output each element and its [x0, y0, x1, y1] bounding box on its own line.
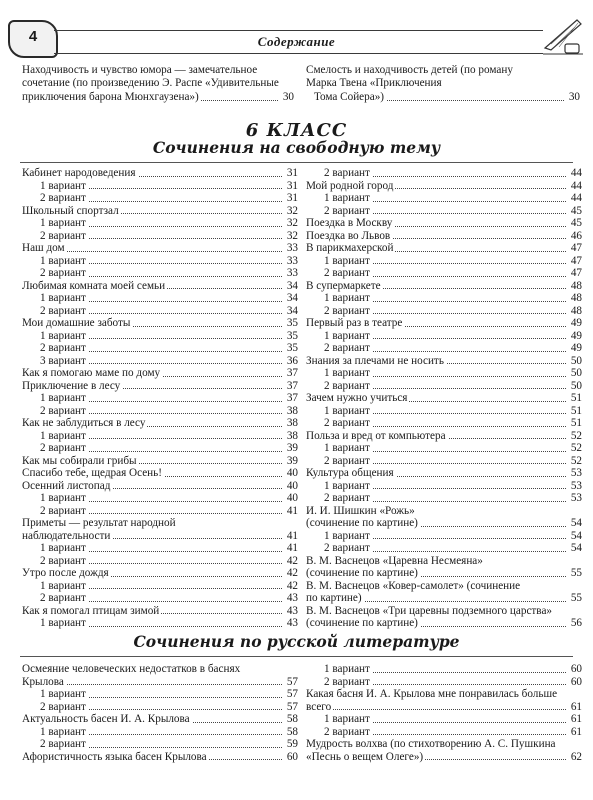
toc-entry-page: 49: [570, 317, 582, 329]
toc-entry[interactable]: [306, 605, 582, 618]
toc-entry-page: 37: [286, 379, 298, 392]
toc-entry-page: 47: [570, 254, 582, 267]
toc-entry-title: 2 вариант: [306, 305, 372, 317]
toc-variant-entry[interactable]: [306, 663, 582, 676]
toc-entry-title: 1 вариант: [22, 688, 88, 700]
toc-entry-page: 42: [286, 579, 298, 592]
toc-entry-title: 2 вариант: [22, 405, 88, 417]
toc-entry-page: 47: [570, 242, 582, 254]
toc-entry-page: 60: [570, 675, 582, 688]
toc-entry[interactable]: [22, 480, 298, 493]
toc-entry[interactable]: [306, 688, 582, 701]
toc-variant-entry[interactable]: [22, 230, 298, 243]
toc-entry-title: 1 вариант: [22, 217, 88, 229]
toc-entry-page: 50: [570, 367, 582, 379]
toc-entry-title: Любимая комната моей семьи: [22, 279, 166, 292]
toc-entry[interactable]: [22, 367, 298, 380]
intro-right-entry: [306, 64, 580, 104]
intro-right-line: Смелость и находчивость детей (по роману: [306, 64, 513, 76]
toc-entry-page: 39: [286, 454, 298, 467]
toc-entry[interactable]: [22, 455, 298, 468]
toc-entry-title: 1 вариант: [306, 480, 372, 492]
toc-entry-title: наблюдательности: [22, 529, 111, 542]
toc-variant-entry[interactable]: [306, 480, 582, 493]
toc-entry-page: 33: [286, 254, 298, 267]
toc-entry-title: В. М. Васнецов «Ковер-самолет» (сочинение: [306, 579, 521, 592]
toc-entry-title: Утро после дождя: [22, 567, 109, 579]
intro-left-line: Находчивость и чувство юмора — замечательное: [22, 64, 258, 76]
toc-entry-page: 30: [568, 90, 580, 103]
toc-entry-title: 2 вариант: [22, 592, 88, 604]
toc-entry-title: Зачем нужно учиться: [306, 392, 408, 404]
toc-entry-page: 48: [570, 292, 582, 304]
toc-variant-entry[interactable]: [22, 430, 298, 443]
toc-variant-entry[interactable]: [306, 417, 582, 430]
toc-entry-title: В. М. Васнецов «Три царевны подземного царства»: [306, 604, 553, 617]
toc-entry-title: 1 вариант: [22, 330, 88, 342]
toc-variant-entry[interactable]: [306, 205, 582, 218]
toc-entry-page: 53: [570, 492, 582, 504]
toc-entry-page: 56: [570, 617, 582, 629]
toc-entry-page: 41: [286, 542, 298, 554]
toc-entry-page: 44: [570, 179, 582, 192]
toc-entry-title: Афористичность языка басен Крылова: [22, 750, 207, 763]
toc-entry[interactable]: [22, 317, 298, 330]
toc-entry-page: 59: [286, 738, 298, 750]
toc-entry-page: 40: [286, 467, 298, 479]
toc-entry[interactable]: [22, 417, 298, 430]
toc-entry-page: 50: [570, 379, 582, 392]
toc-entry-page: 41: [286, 504, 298, 517]
toc-entry-page: 30: [282, 90, 294, 103]
toc-entry-page: 33: [286, 242, 298, 254]
toc-entry[interactable]: [306, 517, 582, 530]
page-header: [0, 0, 593, 62]
toc-entry-title: Крылова: [22, 675, 64, 688]
toc-entry[interactable]: [306, 701, 582, 714]
toc-entry-title: 2 вариант: [306, 342, 372, 354]
toc-entry-page: 32: [286, 217, 298, 229]
toc-variant-entry[interactable]: [22, 726, 298, 739]
toc-variant-entry[interactable]: [22, 180, 298, 193]
toc-variant-entry[interactable]: [22, 255, 298, 268]
toc-entry-title: 2 вариант: [306, 417, 372, 429]
toc-entry[interactable]: [22, 280, 298, 293]
toc-entry[interactable]: [306, 317, 582, 330]
toc-entry[interactable]: [22, 205, 298, 218]
toc-entry-title: 2 вариант: [22, 305, 88, 317]
toc-variant-entry[interactable]: [306, 255, 582, 268]
toc-variant-entry[interactable]: [306, 405, 582, 418]
toc-entry-page: 61: [570, 700, 582, 713]
toc-entry-page: 34: [286, 304, 298, 317]
toc-entry-page: 54: [570, 542, 582, 554]
toc-entry-title: Как я помогал птицам зимой: [22, 604, 160, 617]
toc-entry-title: 1 вариант: [22, 180, 88, 192]
toc-entry-title: 2 вариант: [22, 442, 88, 454]
toc-entry-page: 37: [286, 367, 298, 379]
toc-entry-title: 1 вариант: [22, 430, 88, 442]
page-number: 4: [28, 28, 38, 45]
toc-entry[interactable]: [306, 355, 582, 368]
toc-entry-title: 2 вариант: [22, 701, 88, 713]
toc-entry-title: 2 вариант: [22, 267, 88, 279]
toc-entry-title: (сочинение по картине): [306, 617, 418, 629]
toc-entry[interactable]: [22, 676, 298, 689]
toc-entry[interactable]: [306, 91, 580, 104]
toc-entry-page: 61: [570, 725, 582, 738]
toc-entry[interactable]: [306, 567, 582, 580]
toc-entry-title: Наш дом: [22, 242, 65, 254]
toc-variant-entry[interactable]: [306, 292, 582, 305]
toc-entry-title: 2 вариант: [306, 726, 372, 738]
toc-variant-entry[interactable]: [22, 305, 298, 318]
toc-entry-page: 51: [570, 392, 582, 404]
toc-entry-title: (сочинение по картине): [306, 517, 418, 529]
toc-entry-title: Мой родной город: [306, 179, 394, 192]
toc-entry-page: 52: [570, 429, 582, 442]
toc-variant-entry[interactable]: [22, 492, 298, 505]
toc-entry-title: Культура общения: [306, 467, 394, 479]
toc-entry-page: 33: [286, 267, 298, 279]
toc-entry-title: Приметы — результат народной: [22, 517, 176, 529]
toc-variant-entry[interactable]: [306, 380, 582, 393]
toc-variant-entry[interactable]: [22, 617, 298, 630]
toc-entry-title: 2 вариант: [22, 738, 88, 750]
toc-entry-page: 57: [286, 688, 298, 700]
toc-variant-entry[interactable]: [306, 192, 582, 205]
toc-column-left: [22, 663, 298, 763]
toc-entry[interactable]: [306, 592, 582, 605]
toc-variant-entry[interactable]: [22, 542, 298, 555]
toc-entry-page: 58: [286, 725, 298, 738]
toc-variant-entry[interactable]: [22, 592, 298, 605]
toc-entry[interactable]: [22, 517, 298, 530]
toc-variant-entry[interactable]: [306, 455, 582, 468]
intro-left-line: сочетание (по произведению Э. Распе «Удивительные: [22, 77, 279, 90]
toc-entry-title: 1 вариант: [22, 726, 88, 738]
toc-entry[interactable]: [306, 392, 582, 405]
toc-entry[interactable]: [306, 217, 582, 230]
toc-entry[interactable]: [306, 180, 582, 193]
toc-entry-title: 1 вариант: [22, 492, 88, 504]
toc-variant-entry[interactable]: [22, 355, 298, 368]
toc-entry-page: 48: [570, 279, 582, 292]
toc-entry-title: Первый раз в театре: [306, 317, 403, 329]
toc-entry-page: 62: [570, 750, 582, 763]
toc-variant-entry[interactable]: [306, 167, 582, 180]
toc-entry-title: 2 вариант: [22, 555, 88, 567]
toc-entry[interactable]: [306, 617, 582, 630]
toc-entry-title: В парикмахерской: [306, 242, 394, 254]
toc-entry-title: Приключение в лесу: [22, 379, 121, 392]
toc-entry-page: 38: [286, 417, 298, 429]
toc-entry[interactable]: [306, 280, 582, 293]
toc-variant-entry[interactable]: [22, 217, 298, 230]
toc-entry-page: 44: [570, 192, 582, 204]
toc-entry[interactable]: [306, 738, 582, 751]
toc-entry-page: 54: [570, 517, 582, 529]
toc-entry-page: 35: [286, 317, 298, 329]
toc-entry-title: 1 вариант: [22, 542, 88, 554]
toc-entry-page: 52: [570, 442, 582, 454]
toc-entry-page: 44: [570, 167, 582, 179]
toc-entry-title: 2 вариант: [306, 267, 372, 279]
toc-variant-entry[interactable]: [306, 713, 582, 726]
toc-entry-title: Как мы собирали грибы: [22, 454, 137, 467]
toc-entry[interactable]: [22, 167, 298, 180]
toc-variant-entry[interactable]: [22, 405, 298, 418]
quill-inkwell-icon: [541, 14, 585, 56]
toc-entry-title: 1 вариант: [306, 292, 372, 304]
grade-heading: 6 КЛАСС: [245, 120, 348, 141]
toc-entry-page: 31: [286, 179, 298, 192]
toc-entry-page: 43: [286, 604, 298, 617]
toc-entry-page: 49: [570, 329, 582, 342]
toc-entry[interactable]: [306, 580, 582, 593]
toc-entry-title: 2 вариант: [306, 205, 372, 217]
toc-variant-entry[interactable]: [22, 442, 298, 455]
toc-entry[interactable]: [306, 555, 582, 568]
toc-entry-title: Поездка в Москву: [306, 217, 393, 229]
toc-entry-title: Как не заблудиться в лесу: [22, 417, 146, 429]
toc-entry-title: 1 вариант: [22, 617, 88, 629]
toc-entry-title: Мои домашние заботы: [22, 317, 131, 329]
toc-entry-page: 55: [570, 592, 582, 604]
toc-entry-page: 34: [286, 292, 298, 304]
toc-entry-title: Какая басня И. А. Крылова мне понравилась больше: [306, 688, 558, 700]
toc-entry[interactable]: [306, 505, 582, 518]
toc-entry-title: 2 вариант: [306, 676, 372, 688]
toc-entry-page: 57: [286, 700, 298, 713]
toc-variant-entry[interactable]: [306, 676, 582, 689]
toc-entry-title: 1 вариант: [306, 255, 372, 267]
toc-entry-title: 1 вариант: [306, 367, 372, 379]
toc-variant-entry[interactable]: [22, 701, 298, 714]
toc-variant-entry[interactable]: [22, 392, 298, 405]
toc-variant-entry[interactable]: [22, 555, 298, 568]
toc-entry-page: 38: [286, 404, 298, 417]
toc-entry-title: 1 вариант: [306, 713, 372, 725]
toc-variant-entry[interactable]: [306, 330, 582, 343]
toc-entry-page: 35: [286, 342, 298, 354]
toc-entry[interactable]: [22, 380, 298, 393]
toc-column-left: [22, 167, 298, 630]
toc-entry-title: Спасибо тебе, щедрая Осень!: [22, 467, 162, 479]
toc-entry-title: 1 вариант: [306, 192, 372, 204]
toc-entry-title: 1 вариант: [306, 442, 372, 454]
toc-entry[interactable]: [22, 663, 298, 676]
toc-variant-entry[interactable]: [306, 305, 582, 318]
toc-entry-title: 1 вариант: [22, 292, 88, 304]
toc-variant-entry[interactable]: [22, 580, 298, 593]
toc-entry-page: 31: [286, 192, 298, 204]
toc-variant-entry[interactable]: [306, 442, 582, 455]
toc-entry-title: 1 вариант: [306, 530, 372, 542]
toc-entry-title: И. И. Шишкин «Рожь»: [306, 504, 415, 517]
toc-entry-page: 53: [570, 467, 582, 479]
toc-entry[interactable]: [22, 751, 298, 764]
toc-entry-title: по картине): [306, 592, 362, 604]
toc-variant-entry[interactable]: [22, 738, 298, 751]
section-divider: [20, 656, 573, 657]
toc-entry-page: 58: [286, 713, 298, 725]
toc-entry-title: (сочинение по картине): [306, 567, 418, 579]
toc-entry-title: 2 вариант: [22, 230, 88, 242]
toc-entry-page: 39: [286, 442, 298, 454]
toc-variant-entry[interactable]: [22, 342, 298, 355]
toc-entry-title: «Песнь о вещем Олеге»): [306, 750, 424, 763]
toc-entry-page: 34: [286, 279, 298, 292]
toc-entry-page: 40: [286, 479, 298, 492]
toc-entry-title: Как я помогаю маме по дому: [22, 367, 161, 379]
toc-variant-entry[interactable]: [22, 330, 298, 343]
toc-variant-entry[interactable]: [306, 367, 582, 380]
toc-variant-entry[interactable]: [22, 292, 298, 305]
toc-entry[interactable]: [22, 242, 298, 255]
toc-entry-page: 40: [286, 492, 298, 504]
toc-column-right: [306, 167, 582, 630]
toc-entry-title: Актуальность басен И. А. Крылова: [22, 713, 190, 725]
toc-entry-page: 45: [570, 204, 582, 217]
toc-entry-title: 1 вариант: [22, 255, 88, 267]
toc-variant-entry[interactable]: [306, 492, 582, 505]
section-divider: [20, 162, 573, 163]
intro-left-entry: [22, 64, 294, 104]
toc-entry-title: 1 вариант: [22, 392, 88, 404]
toc-entry[interactable]: [22, 91, 294, 104]
toc-variant-entry[interactable]: [306, 342, 582, 355]
toc-entry-page: 51: [570, 417, 582, 429]
toc-entry-page: 50: [570, 354, 582, 367]
toc-entry-page: 51: [570, 404, 582, 417]
intro-right-line: Марка Твена «Приключения: [306, 77, 442, 90]
toc-entry-page: 37: [286, 392, 298, 404]
toc-leader-dots: [306, 709, 566, 710]
section-title-russian-literature: Сочинения по русской литературе: [133, 632, 460, 651]
toc-entry-title: 2 вариант: [306, 492, 372, 504]
toc-entry-page: 57: [286, 675, 298, 688]
toc-entry-title: Мудрость волхва (по стихотворению А. С. Пушкина: [306, 738, 556, 750]
toc-entry[interactable]: [22, 530, 298, 543]
toc-entry-title: Знания за плечами не носить: [306, 354, 444, 367]
toc-variant-entry[interactable]: [306, 530, 582, 543]
toc-entry-page: 32: [286, 229, 298, 242]
toc-entry-page: 42: [286, 567, 298, 579]
section-title-free-topic: Сочинения на свободную тему: [152, 138, 441, 157]
toc-entry-page: 41: [286, 529, 298, 542]
toc-entry-title: 2 вариант: [306, 455, 372, 467]
toc-entry-title: В. М. Васнецов «Царевна Несмеяна»: [306, 554, 483, 567]
toc-entry-title: всего: [306, 700, 332, 713]
toc-entry[interactable]: [306, 430, 582, 443]
toc-entry-page: 38: [286, 429, 298, 442]
toc-entry-title: Польза и вред от компьютера: [306, 429, 446, 442]
toc-variant-entry[interactable]: [306, 542, 582, 555]
header-title: Содержание: [257, 34, 336, 49]
toc-entry[interactable]: [306, 751, 582, 764]
toc-entry-title: Осмеяние человеческих недостатков в баснях: [22, 663, 241, 675]
toc-entry[interactable]: [306, 467, 582, 480]
toc-entry-page: 61: [570, 713, 582, 725]
toc-entry[interactable]: [306, 230, 582, 243]
toc-entry-page: 43: [286, 592, 298, 604]
header-rule-top: [54, 30, 543, 31]
toc-entry-page: 35: [286, 329, 298, 342]
toc-entry-title: Поездка во Львов: [306, 229, 391, 242]
toc-entry[interactable]: [22, 467, 298, 480]
toc-entry-title: 3 вариант: [22, 355, 88, 367]
toc-entry-page: 54: [570, 529, 582, 542]
toc-entry-title: 1 вариант: [306, 663, 372, 675]
toc-entry-page: 46: [570, 229, 582, 242]
toc-entry-title: Тома Сойера»): [306, 91, 386, 103]
toc-entry-title: 2 вариант: [22, 342, 88, 354]
toc-entry-page: 52: [570, 454, 582, 467]
toc-entry-title: 2 вариант: [22, 192, 88, 204]
toc-entry-title: Осенний листопад: [22, 479, 111, 492]
header-rule-bottom: [54, 53, 543, 54]
toc-entry-title: В супермаркете: [306, 279, 381, 292]
toc-entry-title: приключения барона Мюнхгаузена»): [22, 90, 199, 103]
toc-entry-title: 2 вариант: [306, 380, 372, 392]
toc-column-right: [306, 663, 582, 763]
toc-entry-title: 2 вариант: [306, 167, 372, 179]
toc-variant-entry[interactable]: [22, 688, 298, 701]
toc-entry[interactable]: [22, 713, 298, 726]
toc-entry-page: 43: [286, 617, 298, 629]
toc-entry-title: Школьный спортзал: [22, 204, 119, 217]
toc-entry-page: 45: [570, 217, 582, 229]
toc-entry-title: Кабинет народоведения: [22, 167, 136, 179]
toc-variant-entry[interactable]: [306, 267, 582, 280]
toc-entry-title: 1 вариант: [306, 405, 372, 417]
toc-entry-page: 42: [286, 554, 298, 567]
toc-entry-page: 32: [286, 204, 298, 217]
toc-entry-title: 1 вариант: [22, 580, 88, 592]
toc-entry[interactable]: [306, 242, 582, 255]
toc-variant-entry[interactable]: [22, 267, 298, 280]
toc-entry[interactable]: [22, 605, 298, 618]
toc-variant-entry[interactable]: [22, 505, 298, 518]
toc-entry-title: 2 вариант: [22, 505, 88, 517]
toc-entry-page: 55: [570, 567, 582, 579]
toc-entry-page: 48: [570, 304, 582, 317]
toc-variant-entry[interactable]: [306, 726, 582, 739]
toc-entry-page: 47: [570, 267, 582, 279]
toc-entry-page: 31: [286, 167, 298, 179]
toc-entry-page: 60: [286, 750, 298, 763]
toc-variant-entry[interactable]: [22, 192, 298, 205]
toc-entry-title: 1 вариант: [306, 330, 372, 342]
toc-entry-page: 60: [570, 663, 582, 675]
toc-entry-title: 2 вариант: [306, 542, 372, 554]
toc-entry[interactable]: [22, 567, 298, 580]
toc-entry-page: 36: [286, 354, 298, 367]
toc-entry-page: 53: [570, 479, 582, 492]
toc-entry-page: 49: [570, 342, 582, 354]
